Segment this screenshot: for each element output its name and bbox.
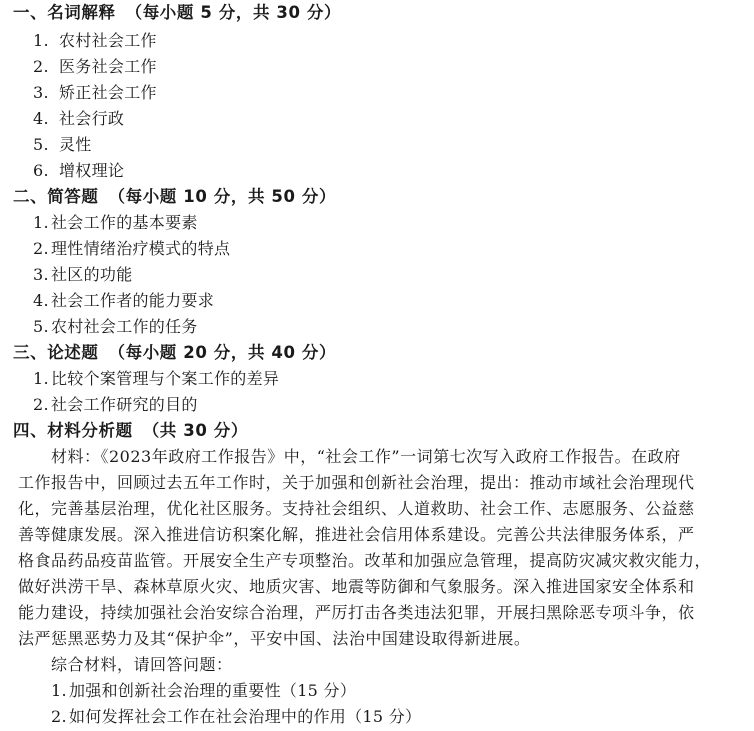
item-number: 1. (33, 31, 49, 50)
section-score-spec: （共 30 分） (142, 421, 248, 440)
item-text: 社会工作的基本要素 (51, 213, 198, 232)
question-number: 1. (51, 681, 67, 700)
section-title: 二、简答题 (13, 187, 99, 206)
list-item (33, 262, 133, 288)
section-score-spec: （每小题 10 分，共 50 分） (108, 187, 337, 206)
item-text: 理性情绪治疗模式的特点 (51, 239, 231, 258)
material-paragraph-line: 材料：《2023年政府工作报告》中，“社会工作”一词第七次写入政府工作报告。在政府 (51, 447, 681, 466)
section-title: 四、材料分析题 (13, 421, 133, 440)
section-heading-terms (13, 0, 341, 26)
list-item (33, 132, 92, 158)
list-item (33, 366, 279, 392)
item-number: 2. (33, 57, 49, 76)
question-item (51, 704, 421, 730)
item-number: 5. (33, 317, 49, 336)
item-text: 农村社会工作的任务 (51, 317, 198, 336)
material-paragraph-line: 工作报告中，回顾过去五年工作时，关于加强和创新社会治理，提出：推动市域社会治理现代 (18, 473, 695, 492)
list-item (33, 106, 124, 132)
item-number: 3. (33, 265, 49, 284)
question-item (51, 678, 356, 704)
section-score-spec: （每小题 20 分，共 40 分） (108, 343, 337, 362)
list-item (33, 236, 230, 262)
question-text: 如何发挥社会工作在社会治理中的作用（15 分） (69, 707, 422, 726)
material-paragraph-line: 格食品药品疫苗监管。开展安全生产专项整治。改革和加强应急管理，提高防灾减灾救灾能力， (18, 551, 712, 570)
item-number: 4. (33, 291, 49, 310)
item-number: 6. (33, 161, 49, 180)
item-text: 比较个案管理与个案工作的差异 (51, 369, 280, 388)
list-item (33, 288, 214, 314)
material-paragraph-line: 法严惩黑恶势力及其“保护伞”，平安中国、法治中国建设取得新进展。 (18, 629, 531, 648)
question-number: 2. (51, 707, 67, 726)
list-item (33, 54, 157, 80)
list-item (33, 210, 198, 236)
item-text: 社会行政 (59, 109, 125, 128)
list-item (33, 80, 157, 106)
list-item (33, 314, 198, 340)
section-heading-essay (13, 340, 336, 366)
item-number: 5. (33, 135, 49, 154)
item-text: 农村社会工作 (59, 31, 157, 50)
item-text: 灵性 (59, 135, 92, 154)
list-item (33, 392, 198, 418)
item-text: 社会工作研究的目的 (51, 395, 198, 414)
item-text: 医务社会工作 (59, 57, 157, 76)
item-number: 4. (33, 109, 49, 128)
item-number: 3. (33, 83, 49, 102)
item-text: 增权理论 (59, 161, 125, 180)
section-heading-material-analysis (13, 418, 248, 444)
item-number: 1. (33, 369, 49, 388)
section-title: 三、论述题 (13, 343, 99, 362)
material-paragraph-line: 做好洪涝干旱、森林草原火灾、地质灾害、地震等防御和气象服务。深入推进国家安全体系和 (18, 577, 695, 596)
item-text: 社会工作者的能力要求 (51, 291, 215, 310)
item-text: 矫正社会工作 (59, 83, 157, 102)
list-item (33, 28, 157, 54)
material-paragraph-line: 善等健康发展。深入推进信访积案化解，推进社会信用体系建设。完善公共法律服务体系，严 (18, 525, 695, 544)
material-prompt: 综合材料，请回答问题： (51, 655, 233, 674)
item-number: 2. (33, 395, 49, 414)
list-item (33, 158, 124, 184)
section-title: 一、名词解释 (13, 3, 116, 22)
item-text: 社区的功能 (51, 265, 133, 284)
material-paragraph-line: 能力建设，持续加强社会治安综合治理，严厉打击各类违法犯罪，开展扫黑除恶专项斗争，依 (18, 603, 695, 622)
material-paragraph-line: 化，完善基层治理，优化社区服务。支持社会组织、人道救助、社会工作、志愿服务、公益慈 (18, 499, 695, 518)
section-score-spec: （每小题 5 分，共 30 分） (125, 3, 342, 22)
section-heading-short-answer (13, 184, 336, 210)
item-number: 1. (33, 213, 49, 232)
item-number: 2. (33, 239, 49, 258)
question-text: 加强和创新社会治理的重要性（15 分） (69, 681, 357, 700)
